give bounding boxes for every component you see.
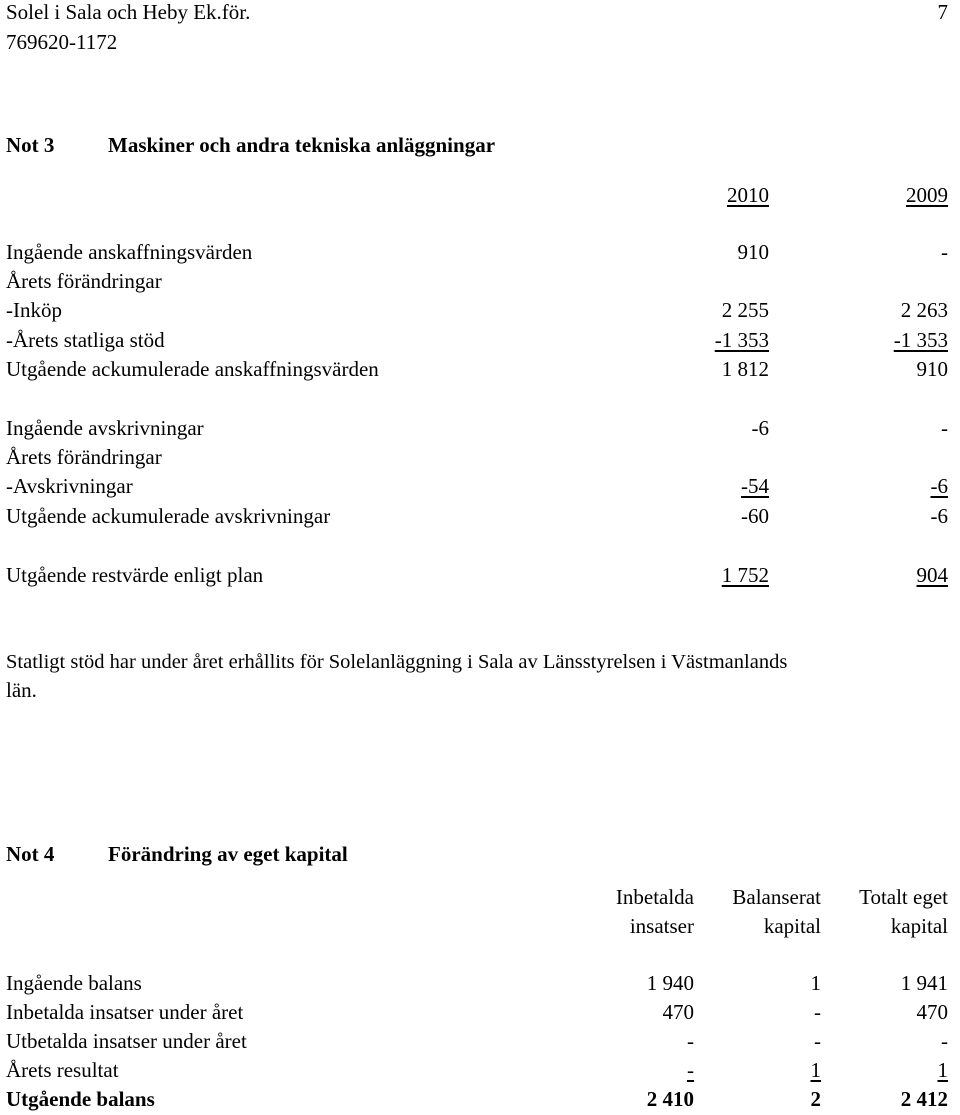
note3-row-label: Årets förändringar: [6, 269, 162, 293]
note3-row-value-2010: -60: [741, 504, 769, 528]
note4-row-label: Inbetalda insatser under året: [6, 1000, 244, 1024]
note4-row-label: Ingående balans: [6, 971, 142, 995]
note3-row-label: Årets förändringar: [6, 445, 162, 469]
note3-row-label: -Årets statliga stöd: [6, 328, 165, 352]
note4-number: Not 4: [6, 842, 55, 866]
note4-row-balanserat: -: [814, 1029, 821, 1053]
note3-row-value-2010: 910: [737, 240, 769, 264]
note3-row-value-2010: 2 255: [721, 298, 769, 322]
note4-header-totalt-line1: Totalt eget: [859, 885, 948, 909]
note4-row-balanserat: 1: [810, 971, 821, 995]
note3-col-2009: 2009: [906, 183, 948, 207]
company-name: Solel i Sala och Heby Ek.för.: [6, 0, 251, 24]
note3-row-value-2009: -1 353: [893, 328, 948, 352]
note3-row-label: Utgående ackumulerade avskrivningar: [6, 504, 331, 528]
note3-row-value-2010: 1 812: [721, 357, 769, 381]
note4-row-inbetalda: -: [687, 1029, 694, 1053]
note3-row-value-2009: 910: [916, 357, 948, 381]
note4-header-totalt-line2: kapital: [890, 914, 948, 938]
note3-row-value-2009: -6: [930, 504, 948, 528]
note3-paragraph-line1: Statligt stöd har under året erhållits för Solelanläggning i Sala av Länsstyrelsen i Västmanlands: [6, 651, 788, 673]
note3-row-label: Ingående avskrivningar: [6, 416, 204, 440]
note4-row-totalt: 1: [937, 1058, 948, 1082]
note4-row-inbetalda: 470: [662, 1000, 694, 1024]
note3-paragraph-line2: län.: [6, 678, 37, 702]
note4-header-balanserat-line2: kapital: [763, 914, 821, 938]
note4-header-balanserat-line1: Balanserat: [732, 885, 821, 909]
page-number: 7: [937, 0, 948, 24]
note4-row-inbetalda: -: [687, 1058, 694, 1082]
note3-row-value-2010: -6: [751, 416, 769, 440]
note3-row-value-2009: -6: [930, 474, 948, 498]
note4-header-inbetalda-line1: Inbetalda: [615, 885, 694, 909]
note3-row-label: -Avskrivningar: [6, 474, 133, 498]
note4-row-balanserat: -: [814, 1000, 821, 1024]
note3-row-value-2009: 904: [916, 563, 948, 587]
note3-row-value-2010: -54: [741, 474, 769, 498]
note3-number: Not 3: [6, 133, 55, 157]
note4-row-label: Utbetalda insatser under året: [6, 1029, 247, 1053]
note4-row-label: Årets resultat: [6, 1058, 119, 1082]
note3-row-label: -Inköp: [6, 298, 62, 322]
note4-title: Förändring av eget kapital: [108, 842, 348, 866]
note4-row-totalt: 470: [916, 1000, 948, 1024]
note3-row-value-2010: -1 353: [714, 328, 769, 352]
note3-row-value-2009: -: [941, 240, 948, 264]
note4-row-totalt: 2 412: [900, 1087, 948, 1111]
note4-row-inbetalda: 1 940: [646, 971, 694, 995]
note3-row-label: Utgående ackumulerade anskaffningsvärden: [6, 357, 379, 381]
note4-row-inbetalda: 2 410: [646, 1087, 694, 1111]
note3-col-2010: 2010: [727, 183, 769, 207]
note4-header-inbetalda-line2: insatser: [629, 914, 694, 938]
note3-row-value-2010: 1 752: [721, 563, 769, 587]
note4-row-balanserat: 2: [810, 1087, 821, 1111]
note3-row-value-2009: -: [941, 416, 948, 440]
note3-row-label: Ingående anskaffningsvärden: [6, 240, 253, 264]
note4-row-label: Utgående balans: [6, 1087, 155, 1111]
note4-row-totalt: 1 941: [900, 971, 948, 995]
note4-row-totalt: -: [941, 1029, 948, 1053]
org-number: 769620-1172: [6, 30, 118, 54]
note3-row-value-2009: 2 263: [900, 298, 948, 322]
note3-title: Maskiner och andra tekniska anläggningar: [108, 133, 496, 157]
note4-row-balanserat: 1: [810, 1058, 821, 1082]
note3-row-label: Utgående restvärde enligt plan: [6, 563, 264, 587]
